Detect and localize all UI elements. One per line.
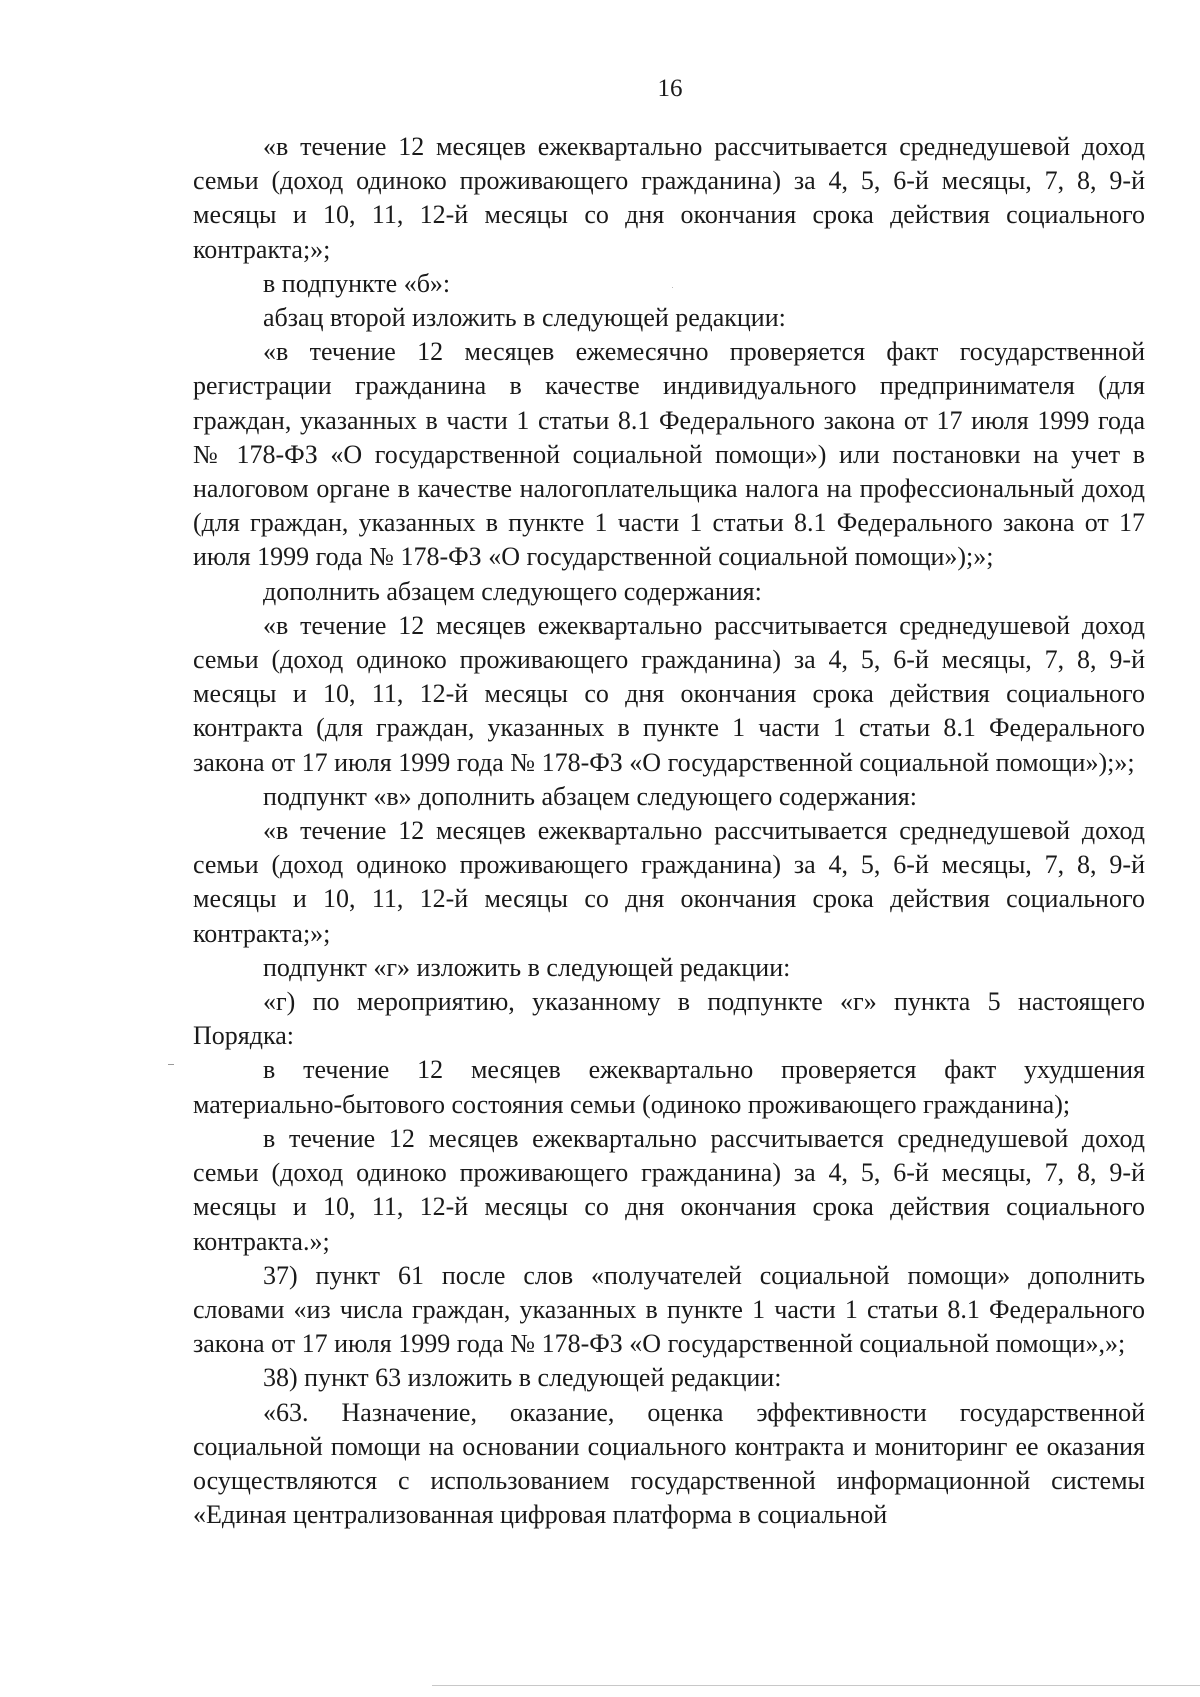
paragraph: дополнить абзацем следующего содержания: bbox=[263, 576, 762, 606]
paragraph: «в течение 12 месяцев ежеквартально рассчитывается среднедушевой доход семьи (доход одиноко проживающего гражданина) за 4, 5, 6-й месяцы, 7, 8, 9-й месяцы и 10, 11, 12-й месяцы со дня окончания срока действия социального контракта;»; bbox=[193, 816, 1145, 948]
paragraph: «в течение 12 месяцев ежеквартально рассчитывается среднедушевой доход семьи (доход одиноко проживающего гражданина) за 4, 5, 6-й месяцы, 7, 8, 9-й месяцы и 10, 11, 12-й месяцы со дня окончания срока действия социального контракта (для граждан, указанных в пункте 1 части 1 статьи 8.1 Федерального закона от 17 июля 1999 года № 178-ФЗ «О государственной социальной помощи»);»; bbox=[193, 610, 1145, 777]
paragraph: «63. Назначение, оказание, оценка эффективности государственной социальной помощи на основании социального контракта и мониторинг ее оказания осуществляются с использованием государственной информационной системы «Единая централизованная цифровая платформа в социальной bbox=[193, 1397, 1145, 1530]
paragraph: 37) пункт 61 после слов «получателей социальной помощи» дополнить словами «из числа граждан, указанных в пункте 1 части 1 статьи 8.1 Федерального закона от 17 июля 1999 года № 178-ФЗ «О государственной социальной помощи»,»; bbox=[193, 1260, 1145, 1359]
paragraph: в подпункте «б»: bbox=[263, 268, 451, 298]
paragraph: 38) пункт 63 изложить в следующей редакции: bbox=[263, 1363, 782, 1393]
bottom-edge-line bbox=[432, 1685, 1200, 1686]
margin-mark bbox=[168, 1064, 174, 1065]
paragraph: абзац второй изложить в следующей редакции: bbox=[263, 303, 786, 333]
paragraph: подпункт «в» дополнить абзацем следующего содержания: bbox=[263, 781, 917, 811]
paragraph: «в течение 12 месяцев ежемесячно проверяется факт государственной регистрации гражданина в качестве индивидуального предпринимателя (для граждан, указанных в части 1 статьи 8.1 Федерального закона от 17 июля 1999 года № 178-ФЗ «О государственной социальной помощи») или постановки на учет в налоговом органе в качестве налогоплательщика налога на профессиональный доход (для граждан, указанных в пункте 1 части 1 статьи 8.1 Федерального закона от 17 июля 1999 года № 178-ФЗ «О государственной социальной помощи»);»; bbox=[193, 337, 1145, 572]
paragraph: «г) по мероприятию, указанному в подпункте «г» пункта 5 настоящего Порядка: bbox=[193, 987, 1145, 1051]
page-number: 16 bbox=[657, 75, 683, 102]
paragraph: подпункт «г» изложить в следующей редакции: bbox=[263, 952, 791, 982]
document-body bbox=[193, 130, 1145, 1532]
paragraph: в течение 12 месяцев ежеквартально рассчитывается среднедушевой доход семьи (доход одиноко проживающего гражданина) за 4, 5, 6-й месяцы, 7, 8, 9-й месяцы и 10, 11, 12-й месяцы со дня окончания срока действия социального контракта.»; bbox=[193, 1123, 1145, 1256]
paragraph: в течение 12 месяцев ежеквартально проверяется факт ухудшения материально-бытового состояния семьи (одиноко проживающего гражданина); bbox=[193, 1055, 1145, 1119]
paragraph: «в течение 12 месяцев ежеквартально рассчитывается среднедушевой доход семьи (доход одиноко проживающего гражданина) за 4, 5, 6-й месяцы, 7, 8, 9-й месяцы и 10, 11, 12-й месяцы со дня окончания срока действия социального контракта;»; bbox=[193, 132, 1145, 264]
